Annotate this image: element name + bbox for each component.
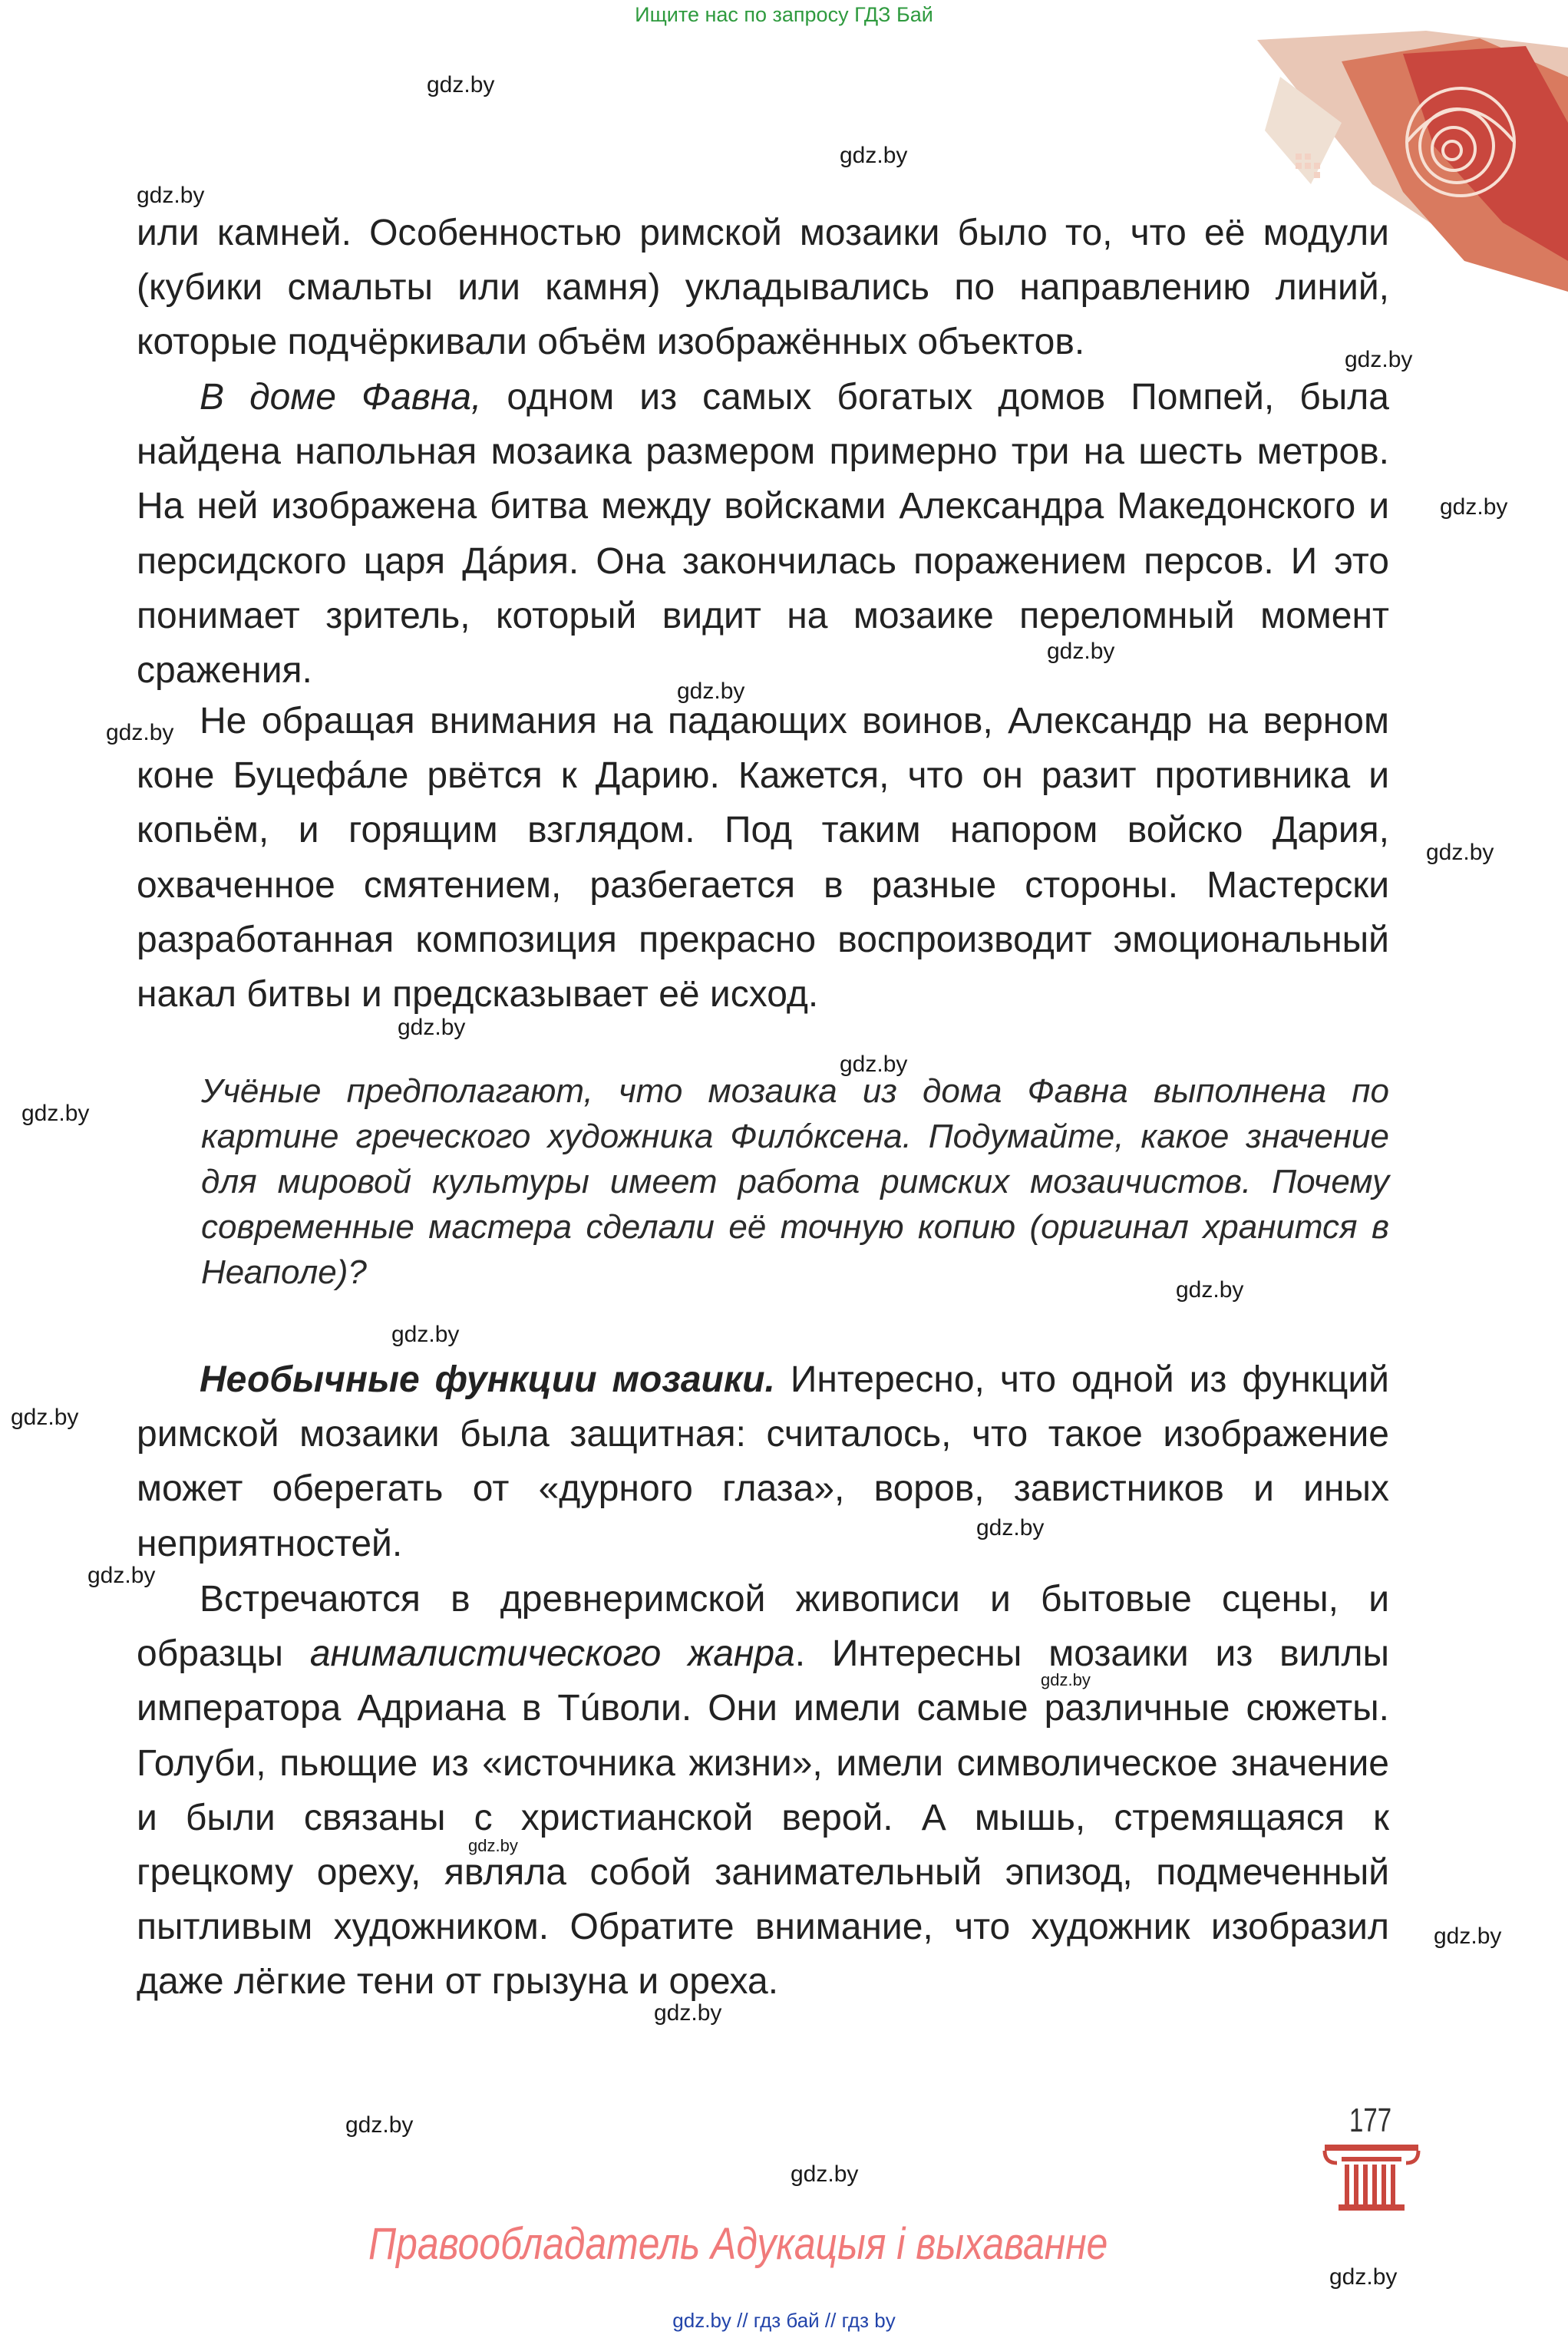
body-paragraph: [137, 370, 1389, 698]
emphasis-text: В доме Фавна,: [200, 377, 482, 418]
watermark[interactable]: gdz.by: [427, 72, 495, 97]
paragraph-text: Интересно, что одной из функций римской мозаики была защитная: считалось, что такое изображение может оберегать от «дурного глаза», воров, завистников и иных неприятностей.: [137, 1359, 1389, 1564]
watermark[interactable]: gdz.by: [1440, 494, 1508, 520]
watermark[interactable]: gdz.by: [976, 1515, 1045, 1541]
watermark[interactable]: gdz.by: [840, 1052, 908, 1077]
watermark[interactable]: gdz.by: [21, 1101, 90, 1126]
paragraph-text: . Интересны мозаики из виллы императора Адриана в Тúволи. Они имели самые различные сюжеты. Голуби, пьющие из «источника жизни», имели символическое значение и были связаны с христианской верой. А мышь, стремящаяся к грецкому ореху, являла собой занимательный эпизод, подмеченный пытливым художником. Обратите внимание, что художник изобразил даже лёгкие тени от грызуна и ореха.: [137, 1633, 1389, 2003]
body-paragraph: или камней. Особенностью римской мозаики было то, что её модули (кубики смальты или камня) укладывались по направлению линий, которые подчёркивали объём изображённых объектов.: [137, 213, 1389, 363]
watermark[interactable]: gdz.by: [398, 1015, 466, 1040]
watermark[interactable]: gdz.by: [1329, 2264, 1398, 2290]
section-heading: Необычные функции мозаики.: [200, 1359, 775, 1400]
watermark[interactable]: gdz.by: [677, 679, 745, 704]
watermark[interactable]: gdz.by: [468, 1836, 518, 1855]
watermark[interactable]: gdz.by: [11, 1405, 79, 1430]
paragraph-text: Встречаются в древнеримской живописи и бытовые сцены, и образцы: [137, 1579, 1389, 1675]
watermark[interactable]: gdz.by: [1047, 639, 1115, 664]
page-number: 177: [1349, 2102, 1392, 2139]
footer-links[interactable]: gdz.by // гдз бай // гдз by: [672, 2309, 896, 2332]
watermark[interactable]: gdz.by: [791, 2161, 859, 2187]
question-note: Учёные предполагают, что мозаика из дома Фавна выполнена по картине греческого художника Филóксена. Подумайте, какое значение для мировой культуры имеет работа римских мозаичистов. Почему современные мастера сделали её точную копию (оригинал хранится в Неаполе)?: [201, 1072, 1389, 1291]
column-icon: [1322, 2143, 1421, 2212]
watermark[interactable]: gdz.by: [345, 2112, 414, 2138]
watermark[interactable]: gdz.by: [137, 183, 205, 208]
watermark[interactable]: gdz.by: [840, 143, 908, 168]
watermark[interactable]: gdz.by: [1434, 1924, 1502, 1949]
watermark[interactable]: gdz.by: [1176, 1277, 1244, 1303]
body-paragraph: Не обращая внимания на падающих воинов, Александр на верном коне Буцефáле рвётся к Дарию. Кажется, что он разит противника и копьём, и горящим взглядом. Под таким напором войско Дария, охваченное смятением, разбегается в разные стороны. Мастерски разработанная композиция прекрасно воспроизводит эмоциональный накал битвы и предсказывает её исход.: [137, 701, 1389, 1015]
watermark[interactable]: gdz.by: [654, 2000, 722, 2026]
copyright-holder: Правообладатель Адукацыя і выхаванне: [368, 2219, 1108, 2269]
watermark[interactable]: gdz.by: [1345, 347, 1413, 372]
emphasis-text: анималистического жанра: [309, 1633, 795, 1675]
top-banner[interactable]: Ищите нас по запросу ГДЗ Бай: [635, 3, 933, 26]
watermark[interactable]: gdz.by: [1041, 1670, 1091, 1689]
watermark[interactable]: gdz.by: [106, 720, 174, 745]
watermark[interactable]: gdz.by: [87, 1563, 156, 1588]
body-paragraph: [137, 1352, 1389, 1571]
watermark[interactable]: gdz.by: [391, 1322, 460, 1347]
paragraph-text: одном из самых богатых домов Помпей, была найдена напольная мозаика размером примерно три на шесть метров. На ней изображена битва между войсками Александра Македонского и персидского царя Дáрия. Она закончилась поражением персов. И это понимает зритель, который видит на мозаике переломный момент сражения.: [137, 377, 1390, 692]
body-paragraph: [137, 1572, 1389, 2009]
watermark[interactable]: gdz.by: [1426, 840, 1494, 865]
